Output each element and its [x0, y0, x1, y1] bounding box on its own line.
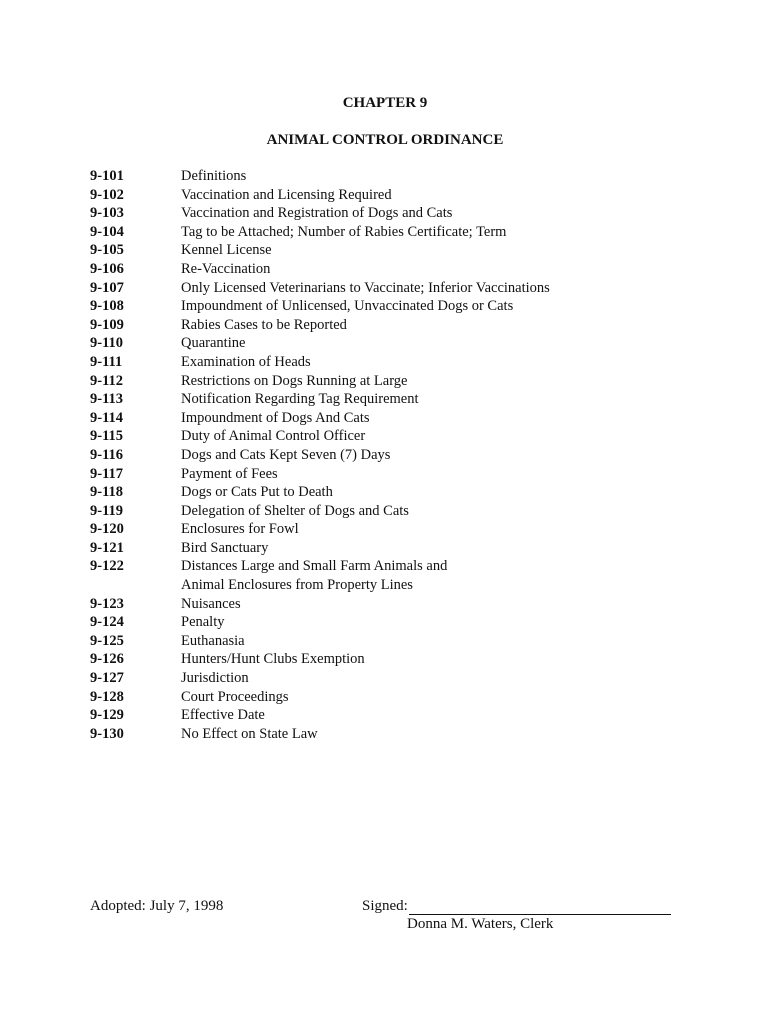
section-title-line: Definitions — [181, 168, 247, 184]
section-title-line: Euthanasia — [181, 632, 245, 649]
section-row — [90, 613, 690, 632]
section-number: 9-113 — [90, 391, 124, 408]
signed-label: Signed: — [362, 898, 408, 914]
section-title — [181, 650, 690, 669]
section-row — [90, 297, 690, 316]
section-title-line: Duty of Animal Control Officer — [181, 428, 366, 445]
section-title-line: Enclosures for Fowl — [181, 521, 299, 538]
section-title-line: Penalty — [181, 614, 225, 631]
section-title — [181, 427, 690, 446]
adopted-date: Adopted: July 7, 1998 — [90, 898, 224, 914]
section-title-line: Vaccination and Licensing Required — [181, 186, 392, 203]
section-title — [181, 260, 690, 279]
section-row — [90, 502, 690, 521]
signature-block — [362, 897, 671, 915]
section-title — [181, 595, 690, 614]
section-title-line: Court Proceedings — [181, 688, 289, 705]
section-row — [90, 706, 690, 725]
section-title — [181, 483, 690, 502]
section-row — [90, 167, 690, 186]
section-number: 9-120 — [90, 521, 124, 538]
chapter-heading: CHAPTER 9 — [342, 95, 428, 111]
section-title-line: Hunters/Hunt Clubs Exemption — [181, 651, 365, 668]
section-title-line: Impoundment of Dogs And Cats — [181, 409, 370, 426]
section-row — [90, 334, 690, 353]
section-title — [181, 167, 690, 186]
ordinance-title: ANIMAL CONTROL ORDINANCE — [266, 132, 504, 148]
section-number: 9-106 — [90, 260, 124, 277]
section-row — [90, 595, 690, 614]
section-row — [90, 632, 690, 651]
section-number: 9-121 — [90, 539, 124, 556]
section-number: 9-103 — [90, 205, 124, 222]
section-title-line: Impoundment of Unlicensed, Unvaccinated Dogs or Cats — [181, 298, 514, 315]
section-title-line: Jurisdiction — [181, 670, 249, 687]
section-title-line: No Effect on State Law — [181, 725, 318, 742]
section-title-line: Re-Vaccination — [181, 260, 271, 277]
section-title — [181, 539, 690, 558]
section-row — [90, 223, 690, 242]
section-number: 9-108 — [90, 298, 124, 315]
signature-line — [409, 900, 671, 915]
section-number: 9-124 — [90, 614, 124, 631]
section-list — [90, 167, 690, 743]
section-title — [181, 186, 690, 205]
section-title — [181, 632, 690, 651]
section-title-line: Restrictions on Dogs Running at Large — [181, 372, 408, 389]
section-number: 9-104 — [90, 223, 124, 240]
section-row — [90, 241, 690, 260]
section-row — [90, 650, 690, 669]
section-title — [181, 204, 690, 223]
section-title-line: Delegation of Shelter of Dogs and Cats — [181, 502, 409, 519]
section-number: 9-109 — [90, 316, 124, 333]
section-row — [90, 353, 690, 372]
section-title-line: Rabies Cases to be Reported — [181, 316, 347, 333]
section-number: 9-115 — [90, 428, 124, 445]
section-title — [181, 390, 690, 409]
section-number: 9-114 — [90, 409, 124, 426]
clerk-name: Donna M. Waters, Clerk — [407, 916, 554, 932]
section-number: 9-102 — [90, 186, 124, 203]
section-row — [90, 390, 690, 409]
section-title — [181, 706, 690, 725]
section-number: 9-123 — [90, 595, 124, 612]
section-title-line: Vaccination and Registration of Dogs and Cats — [181, 205, 453, 222]
section-title-line: Quarantine — [181, 335, 246, 352]
section-title-line: Bird Sanctuary — [181, 539, 269, 556]
section-row — [90, 483, 690, 502]
section-number: 9-129 — [90, 707, 124, 724]
section-title-line: Dogs or Cats Put to Death — [181, 484, 333, 501]
section-row — [90, 669, 690, 688]
section-title-line: Animal Enclosures from Property Lines — [181, 577, 413, 594]
section-title — [181, 372, 690, 391]
section-title-line: Kennel License — [181, 242, 272, 259]
section-number: 9-127 — [90, 670, 124, 687]
section-number: 9-110 — [90, 335, 124, 352]
section-title — [181, 669, 690, 688]
section-title-line: Tag to be Attached; Number of Rabies Certificate; Term — [181, 223, 507, 240]
section-row — [90, 279, 690, 298]
section-title — [181, 613, 690, 632]
section-title — [181, 465, 690, 484]
section-title-line: Effective Date — [181, 707, 265, 724]
section-row — [90, 427, 690, 446]
section-title-line: Dogs and Cats Kept Seven (7) Days — [181, 446, 391, 463]
section-title — [181, 279, 690, 298]
section-number: 9-112 — [90, 372, 124, 389]
section-title — [181, 223, 690, 242]
section-row — [90, 204, 690, 223]
section-title-line: Nuisances — [181, 595, 241, 612]
section-number: 9-119 — [90, 502, 124, 519]
section-title — [181, 520, 690, 539]
section-title — [181, 557, 690, 594]
section-number: 9-105 — [90, 242, 124, 259]
section-number: 9-116 — [90, 446, 124, 463]
section-row — [90, 446, 690, 465]
section-number: 9-128 — [90, 688, 124, 705]
section-row — [90, 557, 690, 594]
section-number: 9-101 — [90, 168, 124, 184]
section-title — [181, 353, 690, 372]
section-row — [90, 260, 690, 279]
section-row — [90, 688, 690, 707]
section-row — [90, 316, 690, 335]
section-title-line: Notification Regarding Tag Requirement — [181, 391, 419, 408]
section-title-line: Examination of Heads — [181, 353, 311, 370]
section-title-line: Distances Large and Small Farm Animals and — [181, 558, 448, 575]
section-number: 9-130 — [90, 725, 124, 742]
section-number: 9-107 — [90, 279, 124, 296]
section-title — [181, 297, 690, 316]
section-row — [90, 409, 690, 428]
section-title — [181, 688, 690, 707]
section-title-line: Only Licensed Veterinarians to Vaccinate; Inferior Vaccinations — [181, 279, 550, 296]
section-row — [90, 186, 690, 205]
section-row — [90, 725, 690, 744]
section-row — [90, 539, 690, 558]
section-number: 9-117 — [90, 465, 124, 482]
section-title — [181, 502, 690, 521]
section-title — [181, 316, 690, 335]
section-title — [181, 446, 690, 465]
section-number: 9-111 — [90, 353, 123, 370]
section-number: 9-118 — [90, 484, 124, 501]
section-row — [90, 465, 690, 484]
section-number: 9-125 — [90, 632, 124, 649]
section-row — [90, 520, 690, 539]
section-row — [90, 372, 690, 391]
section-number: 9-126 — [90, 651, 124, 668]
section-title-line: Payment of Fees — [181, 465, 278, 482]
section-title — [181, 241, 690, 260]
section-title — [181, 334, 690, 353]
section-title — [181, 409, 690, 428]
section-number: 9-122 — [90, 558, 124, 575]
section-title — [181, 725, 690, 744]
